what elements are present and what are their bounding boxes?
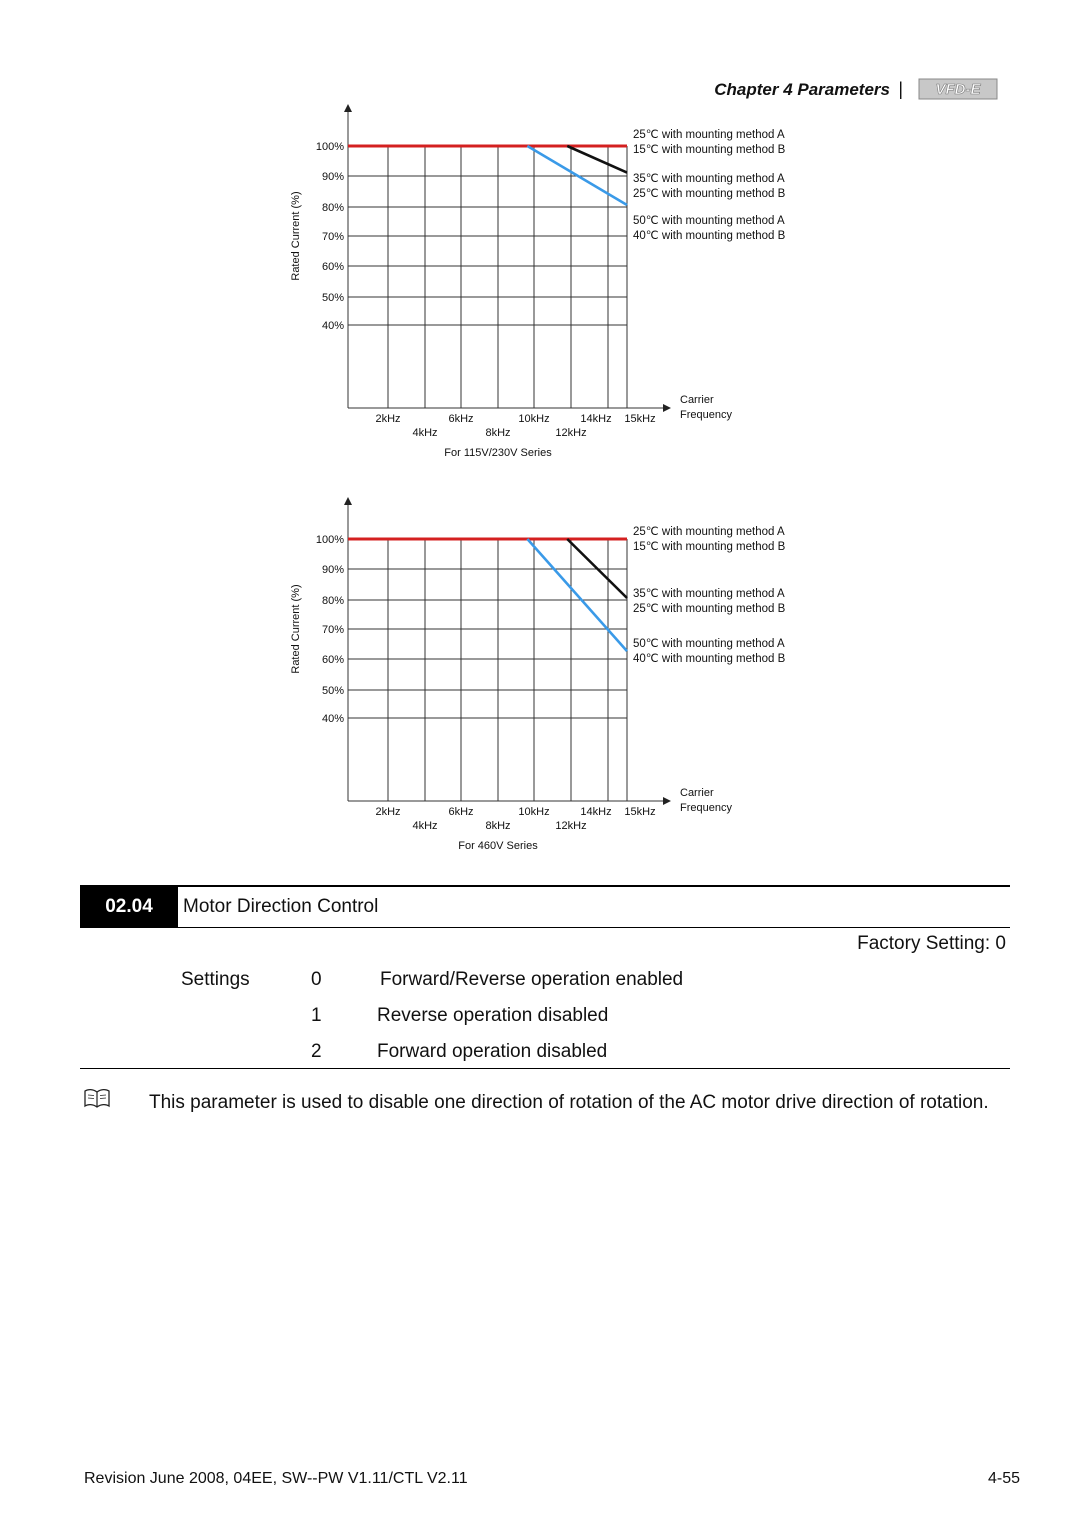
legend-entry: 50℃ with mounting method A — [633, 215, 785, 227]
x-tick-label: 15kHz — [624, 806, 656, 818]
x-axis-label: Carrier — [680, 787, 714, 799]
legend-entry: 15℃ with mounting method B — [633, 144, 786, 156]
legend-entry: 35℃ with mounting method A — [633, 588, 785, 600]
legend-entry: 25℃ with mounting method B — [633, 188, 786, 200]
y-tick-label: 60% — [321, 654, 344, 666]
option-label: Forward/Reverse operation enabled — [380, 969, 684, 990]
y-tick-label: 100% — [315, 141, 344, 153]
option-value: 0 — [311, 969, 322, 990]
x-tick-label: 8kHz — [485, 820, 511, 832]
legend-entry: 40℃ with mounting method B — [633, 653, 786, 665]
legend-entry: 25℃ with mounting method A — [633, 129, 785, 141]
y-tick-label: 50% — [321, 685, 344, 697]
x-tick-label: 12kHz — [555, 820, 587, 832]
settings-divider — [80, 1068, 1010, 1069]
x-axis-label: Carrier — [680, 394, 714, 406]
legend-entry: 25℃ with mounting method A — [633, 526, 785, 538]
x-tick-label: 4kHz — [412, 427, 438, 439]
chapter-title: Chapter 4 Parameters — [714, 80, 890, 99]
x-tick-label: 10kHz — [518, 806, 550, 818]
x-tick-label: 6kHz — [448, 806, 474, 818]
legend-entry: 15℃ with mounting method B — [633, 541, 786, 553]
chart-caption: For 460V Series — [458, 840, 538, 852]
option-label: Forward operation disabled — [377, 1041, 608, 1062]
y-tick-label: 70% — [321, 624, 344, 636]
y-tick-label: 70% — [321, 231, 344, 243]
parameter-title: Motor Direction Control — [183, 896, 379, 917]
y-tick-label: 50% — [321, 292, 344, 304]
chart-caption: For 115V/230V Series — [444, 447, 552, 459]
derating-chart-460v — [278, 489, 838, 879]
x-axis-label: Frequency — [680, 802, 732, 814]
svg-text:VFD-E: VFD-E — [935, 81, 981, 98]
chart-svg-1 — [278, 96, 838, 466]
y-tick-label: 80% — [321, 202, 344, 214]
x-tick-label: 10kHz — [518, 413, 550, 425]
chart-svg-2 — [278, 489, 838, 859]
x-axis-arrow — [663, 797, 671, 805]
option-value: 1 — [311, 1005, 322, 1026]
y-tick-label: 90% — [321, 171, 344, 183]
y-axis-label: Rated Current (%) — [290, 584, 302, 674]
book-icon — [84, 1088, 110, 1108]
legend-entry: 25℃ with mounting method B — [633, 603, 786, 615]
x-tick-label: 14kHz — [580, 806, 612, 818]
x-tick-label: 2kHz — [375, 806, 401, 818]
legend-entry: 40℃ with mounting method B — [633, 230, 786, 242]
option-label: Reverse operation disabled — [377, 1005, 609, 1026]
legend-entry: 50℃ with mounting method A — [633, 638, 785, 650]
y-tick-label: 40% — [321, 320, 344, 332]
y-axis-arrow — [344, 104, 352, 112]
x-tick-label: 4kHz — [412, 820, 438, 832]
series-line — [527, 539, 627, 651]
x-tick-label: 6kHz — [448, 413, 474, 425]
option-value: 2 — [311, 1041, 322, 1062]
x-axis-label: Frequency — [680, 409, 732, 421]
x-tick-label: 12kHz — [555, 427, 587, 439]
settings-label: Settings — [181, 969, 250, 990]
vfd-e-logo — [918, 78, 998, 100]
y-axis-label: Rated Current (%) — [290, 191, 302, 281]
y-tick-label: 40% — [321, 713, 344, 725]
y-tick-label: 90% — [321, 564, 344, 576]
series-line — [567, 146, 627, 173]
derating-chart-115v-230v — [278, 96, 838, 486]
factory-setting: Factory Setting: 0 — [857, 933, 1006, 954]
x-tick-label: 2kHz — [375, 413, 401, 425]
x-tick-label: 15kHz — [624, 413, 656, 425]
parameter-header — [80, 885, 1010, 928]
page-number: 4-55 — [987, 1470, 1020, 1487]
footer-revision: Revision June 2008, 04EE, SW--PW V1.11/CTL V2.11 — [84, 1470, 468, 1487]
y-tick-label: 60% — [321, 261, 344, 273]
x-tick-label: 8kHz — [485, 427, 511, 439]
x-tick-label: 14kHz — [580, 413, 612, 425]
y-tick-label: 80% — [321, 595, 344, 607]
parameter-description: This parameter is used to disable one direction of rotation of the AC motor drive direction of rotation. — [149, 1092, 989, 1113]
y-axis-arrow — [344, 497, 352, 505]
x-axis-arrow — [663, 404, 671, 412]
legend-entry: 35℃ with mounting method A — [633, 173, 785, 185]
y-tick-label: 100% — [315, 534, 344, 546]
header-separator: | — [898, 79, 903, 99]
parameter-number: 02.04 — [80, 887, 178, 927]
